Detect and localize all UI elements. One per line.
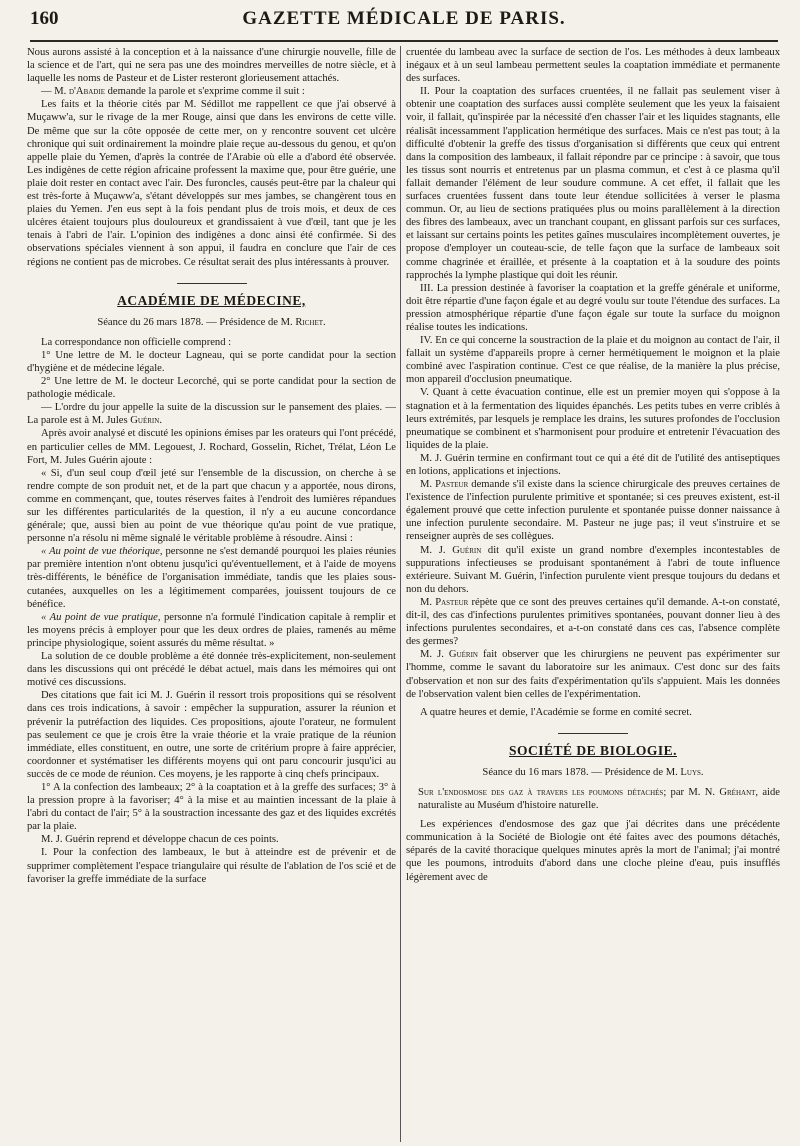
section-title: SOCIÉTÉ DE BIOLOGIE.	[509, 742, 677, 758]
text-run: Séance du 26 mars 1878. — Présidence de M.	[97, 316, 296, 328]
text-run: , personne ne s'est demandé pourquoi les plaies réunies par première intention n'ont obtenu jusqu'ici qu'éventuellement, et à l'aide de moyens très-différents, le bénéfice de l'organisation immédiate, tandis que les plaies sous-cutanées, auxquelles on les a légitimement comparées, jouissent toujours de ce bénéfice.	[27, 546, 396, 610]
paragraph: La solution de ce double problème a été donnée très-explicitement, non-seulement dans les discussions qui ont précédé le débat actuel, mais dans les mémoires qui ont motivé ces discussions.	[27, 651, 396, 689]
page-header	[30, 8, 778, 42]
emphasis: « Au point de vue théorique	[41, 546, 160, 558]
text-run: , personne n'a formulé l'indication capitale à remplir et les moyens précis à employer pour que les deux ordres de plaies, ramenés au même principe physiologique, soient assurés du même résultat. »	[27, 611, 396, 649]
paragraph: II. Pour la coaptation des surfaces cruentées, il ne fallait pas seulement viser à obtenir une coaptation des surfaces aussi complète seulement que les yeux la faisaient voir, il fallait, qu'inspirée par la nécessité d'en chasser l'air et les liquides stagnants, elle réalisât incessamment l'application hermétique des surfaces. Mais ce n'est pas tout; à la difficulté d'obtenir la greffe des tissus d'organisation si différents que ceux qui entrent dans la composition des lambeaux, il fallait répondre par ce principe : à savoir, que tous les tissus sont nourris et entretenus par un plasma commun, et c'est à ce plasma qu'il fallait demander l'élément de leur soudure commune. A cet effet, il fallait que les surfaces cruentées fussent dans toute leur étendue sollicitées à verser le plasma commun. Or, au lieu de sections pratiquées plus ou moins parallèlement à la direction des fibres des lambeaux, avec un tranchant coupant, en glissant parfois sur ces surfaces, et laissant sur certains points les petites gaînes musculaires incomplètement ouvertes, je propose d'employer un couteau-scie, de telle façon que la surface de lambeaux soit comme chagrinée et éraillée, et présente à la coaptation et à la soudure des points rapprochés la lymphe plastique qui doit les réunir.	[406, 86, 780, 281]
paragraph: V. Quant à cette évacuation continue, elle est un premier moyen qui s'oppose à la stagnation et à la fermentation des liquides épanchés. Les petits tubes en verre criblés à leurs extrémités, par lesquels je remplace les drains, les sutures profondes de l'occlusion pneumatique se combinent et s'harmonisent pour produire et entretenir l'évacuation des liquides de la plaie.	[406, 387, 780, 451]
text-run: .	[159, 415, 162, 427]
article-title-text: Sur l'endosmose des gaz à travers les poumons détachés	[418, 786, 664, 798]
paragraph	[27, 611, 396, 650]
paragraph	[406, 544, 780, 596]
paragraph: III. La pression destinée à favoriser la coaptation et la greffe générale et uniforme, doit être répartie d'une façon égale et au degré voulu sur toute l'étendue des surfaces. La pression atmosphérique répartie d'une façon égale sur toute la surface du moignon réalise toutes les indications.	[406, 282, 780, 333]
session-line	[27, 316, 396, 329]
section-separator	[177, 283, 247, 284]
left-column	[27, 46, 396, 1142]
text-run: fait observer que les chirurgiens ne peuvent pas expérimenter sur l'homme, comme le savant du laboratoire sur les animaux. C'est donc sur des faits d'observation et non sur des faits d'expérimentation qu'ils s'appuient. Mais les données de l'observation valent bien celles de l'expérimentation.	[406, 649, 780, 700]
speaker-name: M. J. Guérin	[420, 649, 478, 661]
paragraph: Les faits et la théorie cités par M. Sédillot me rappellent ce que j'ai observé à Muçaww'a, sur le rivage de la mer Rouge, ainsi que dans les environs de cette ville. De même que sur la côte opposée de cette mer, on y rencontre souvent cet ulcère chronique qui suit ordinairement la moindre plaie reçue au-dessous du genou, et qu'on appelle plaie du Yemen, d'après la contrée de l'Arabie où elle a d'abord été observée. Les indigènes de cette région africaine professent la maxime que, pour être guérie, une plaie doit rester en contact avec l'air. Des furoncles, causés peut-être par la chaleur qui est très-forte à Muçaww'a, s'étant développés sur mes jambes, se changèrent tous en plaies du Yemen. J'en eus sept à la fois pendant plus de trois mois, et deux de ces ulcères étaient toujours plus douloureux et grandissaient à vue d'œil, tant que je les tenais à l'abri de l'air. L'opinion des indigènes a donc ainsi été confirmée. Si des observations spéciales viennent à son appui, il faudra en conclure que l'air de ces régions ne contient pas de microbes. Ce résultat serait des plus intéressants à prouver.	[27, 99, 396, 268]
paragraph	[27, 401, 396, 427]
text-run: Séance du 16 mars 1878. — Présidence de M.	[482, 766, 681, 778]
speaker-name: M. J. Guérin	[420, 544, 482, 556]
paragraph: A quatre heures et demie, l'Académie se forme en comité secret.	[420, 706, 692, 718]
text-run: — L'ordre du jour appelle la suite de la discussion sur le pansement des plaies. — La parole est à M. Jules	[27, 402, 396, 427]
paragraph: 1° A la confection des lambeaux; 2° à la coaptation et à la greffe des surfaces; 3° à la pression propre à la favoriser; 4° à la mise et au maintien incessant de la plaie à l'abri du contact de l'air; 5° à la soustraction incessante des gaz et des liquides excrétés par la plaie.	[27, 781, 396, 833]
paragraph: 1° Une lettre de M. le docteur Lagneau, qui se porte candidat pour la section d'hygiène et de médecine légale.	[27, 349, 396, 374]
paragraph: « Si, d'un seul coup d'œil jeté sur l'ensemble de la discussion, on cherche à se rendre compte de son produit net, et de la part que chacun y a apportée, nous dirons, comme en commençant, que, toutes réserves faites à l'endroit des lumières répandues sur les différentes particularités de la question, il n'y a eu aucune concordance générale; que, aussi bien au point de vue théorique qu'au point de vue pratique, personne n'a résolu ni même signalé le véritable problème à résoudre. Ainsi :	[27, 467, 396, 545]
text-run: répète que ce sont des preuves certaines qu'il demande. A-t-on constaté, dit-il, des cas d'infections purulentes primitives spontanées, pouvant donner lieu à des infections purulentes secondaires, et a-t-on constaté dans ces cas, l'absence complète des germes?	[406, 596, 780, 648]
speaker-name: d'Abadie	[68, 86, 105, 98]
paragraph	[27, 85, 396, 98]
speaker-name: M. Pasteur	[420, 596, 469, 608]
session-line	[406, 766, 780, 779]
journal-title: GAZETTE MÉDICALE DE PARIS.	[242, 8, 566, 29]
paragraph: 2° Une lettre de M. le docteur Lecorché, qui se porte candidat pour la section de pathologie médicale.	[27, 376, 396, 401]
paragraph	[27, 545, 396, 610]
section-title: ACADÉMIE DE MÉDECINE,	[117, 292, 306, 308]
article-title	[406, 786, 780, 812]
emphasis: « Au point de vue pratique	[41, 611, 158, 623]
right-column	[406, 46, 780, 1142]
paragraph: Des citations que fait ici M. J. Guérin il ressort trois propositions qui se résolvent dans ces trois indications, à savoir : empêcher la suppuration, assurer la réunion et prévenir la putréfaction des liquides. Ces propositions, ajoute l'orateur, ne formulent pas seulement ce que je crois être la vraie théorie et la vraie pratique de la réunion immédiate, elles constituent, en outre, une sorte de critérium propre à faire apprécier, coordonner et systématiser les différents moyens qui ont paru concourir jusqu'ici au succès de ce mode de réunion. Ces moyens, je les rapporte à cinq chefs principaux.	[27, 690, 396, 780]
paragraph	[406, 648, 780, 700]
paragraph: cruentée du lambeau avec la surface de section de l'os. Les méthodes à deux lambeaux inégaux et à un seul lambeau permettent seules la coaptation immédiate et permanente des surfaces.	[406, 47, 780, 85]
president-name: Luys	[680, 766, 701, 778]
column-divider	[400, 46, 401, 1142]
paragraph	[406, 596, 780, 648]
author-name: N. Gréhant	[704, 786, 756, 798]
paragraph: Nous aurons assisté à la conception et à la naissance d'une chirurgie nouvelle, fille de la science et de l'art, qui ne sera pas une des moindres merveilles de notre siècle, et à laquelle les noms de Pasteur et de Lister resteront glorieusement attachés.	[27, 47, 396, 85]
paragraph: M. J. Guérin reprend et développe chacun de ces points.	[41, 834, 279, 846]
text-run: — M.	[41, 86, 69, 98]
paragraph: IV. En ce qui concerne la soustraction de la plaie et du moignon au contact de l'air, il fallait un système d'appareils propre à cerner hermétiquement le moignon et la plaie combiné avec l'aspiration continue. C'est ce que réalise, de la manière la plus précise, mon appareil d'occlusion pneumatique.	[406, 335, 780, 386]
paragraph: Après avoir analysé et discuté les opinions émises par les orateurs qui l'ont précédé, en particulier celles de MM. Legouest, J. Rochard, Gosselin, Richet, Trélat, Léon Le Fort, M. Jules Guérin ajoute :	[27, 428, 396, 466]
paragraph: La correspondance non officielle comprend :	[41, 336, 232, 348]
text-run: .	[323, 316, 326, 328]
paragraph: Les expériences d'endosmose des gaz que j'ai décrites dans une précédente communication à la Société de Biologie ont été faites avec des poumons détachés, séparés de la cavité thoracique quelques minutes après la mort de l'animal; j'ai montré que les poumons, introduits d'abord dans une cloche pleine d'eau, puis insufflés légèrement avec de	[406, 819, 780, 883]
speaker-name: M. Pasteur	[420, 479, 469, 491]
page-number: 160	[30, 8, 59, 29]
speaker-name: Guérin	[130, 415, 160, 427]
section-separator	[558, 733, 628, 734]
text-run: demande s'il existe dans la science chirurgicale des preuves certaines de l'existence de l'infection purulente primitive et spontanée; si ces preuves existent, est-il également prouvé que cette infection purulente et spontanée puisse donner naissance à une infection purulente secondaire. M. Pasteur ne juge pas; il veut s'instruire et se renseigner auprès de ses collègues.	[406, 479, 780, 543]
author-affiliation: , aide naturaliste au Muséum d'histoire naturelle.	[418, 786, 780, 812]
text-run: .	[700, 766, 704, 778]
paragraph: M. J. Guérin termine en confirmant tout ce qui a été dit de l'utilité des antiseptiques en lotions, applications et injections.	[406, 452, 780, 477]
text-run: dit qu'il existe un grand nombre d'exemples incontestables de suppurations infectieuses se produisant spontanément à l'abri de toute influence extérieure. Suivant M. Guérin, l'infection purulente vient presque toujours du dedans et non du dehors.	[406, 544, 780, 595]
president-name: Richet	[295, 316, 324, 328]
paragraph	[406, 478, 780, 543]
paragraph: I. Pour la confection des lambeaux, le but à atteindre est de prévenir et de supprimer complètement l'espace triangulaire qui résulte de l'ablation de l'os scié et de favoriser la greffe immédiate de la surface	[27, 847, 396, 885]
text-run: demande la parole et s'exprime comme il suit :	[104, 86, 305, 98]
text-run: ; par M.	[663, 786, 705, 798]
